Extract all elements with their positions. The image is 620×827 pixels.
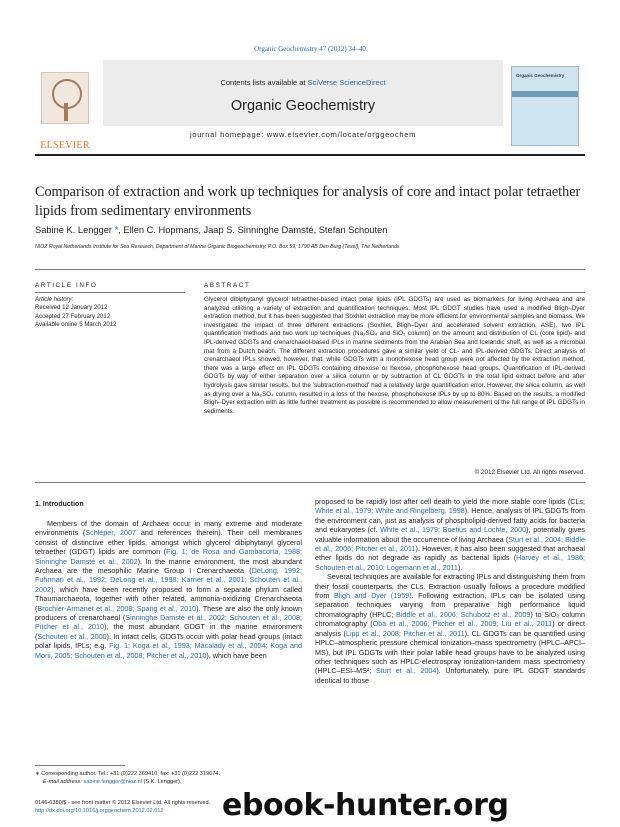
- abstract-text: Glycerol dibiphytanyl glycerol tetraether-based intact polar lipids (IPL GDGTs) are used as biomarkers for living Archaea and are analyzed utilizing a variety of extraction and quantification techniques. Most IPL GDGT studies have used a modified Bligh–Dyer extraction method, but it has been suggested that Soxhlet extraction may be more efficient for environmental samples and biomass. We investigated the impact of three different extractions (Soxhlet, Bligh–Dyer and accelerated solvent extraction, ASE), two IPL quantification methods and two work up techniques (Na₂SO₄ and SiO₂ column) on the amount and distribution of CL (core lipid)- and IPL-derived GDGTs and crenarchaeol-based IPLs in marine sediments from the Arabian Sea and Icelandic shelf, as well as a microbial mat from a Dutch beach. The different extraction procedures gave a similar yield of CL- and IPL-derived GDGTs. Direct analysis of crenarchaeol IPLs showed, however, that, while GDGTs with a monohexose head group were not affected by the extraction method, there was a large effect on IPL GDGTs containing dihexose or hexose, phosphohexose head groups. Quantification of IPL-derived GDGTs by way of either separation over a silica column or by subtraction of CL GDGTs in the total lipid extract before and after hydrolysis gave similar results, but the 'subtraction-method' had a relatively large quantification error. However, the silica column, as well as drying over a Na₂SO₄ column, resulted in a loss of the hexose, phosphohexose IPLs by up to 80%. Based on the results, a modified Bligh–Dyer extraction with as little further treatment as possible is recommended to allow measurement of the full range of IPL GDGTs in sediments.: [204, 296, 585, 415]
- intro-text: ). In intact cells, GDGTs occur with polar head groups (intact polar lipids, IPLs; e.g.: [35, 631, 302, 651]
- intro-paragraph: [35, 519, 302, 660]
- email-link[interactable]: sabine.lengger@nioz.nl: [83, 779, 142, 785]
- contents-line: [103, 78, 503, 87]
- article-info-heading: ARTICLE INFO: [35, 282, 98, 289]
- contents-prefix: Contents lists available at: [220, 78, 308, 87]
- introduction-right-column: [315, 497, 585, 685]
- introduction-left-column: [35, 519, 302, 660]
- corresponding-author-mark[interactable]: *: [112, 225, 119, 235]
- footnote-rule: [35, 765, 125, 766]
- abstract-copyright: © 2012 Elsevier Ltd. All rights reserved.: [474, 469, 585, 476]
- intro-text: ). In the marine environment, the most abundant Archaea are the mesophilic Marine Group I Crenarchaeota (: [35, 556, 303, 576]
- citation-link[interactable]: Bligh and Dyer (1959): [333, 591, 412, 601]
- intro-text: . Following extraction, IPLs can be isolated using separation techniques varying from preparative high performance liquid chromatography (HPLC;: [315, 591, 586, 619]
- citation-link[interactable]: Fig. 1; Koga et al., 1993; Macalady et al., 2004; Koga and Morii, 2005; Schouten et al., 2008; Pitcher et al., 2010: [35, 641, 303, 660]
- journal-cover-image: [511, 66, 579, 146]
- intro-text: ). These are also the only known producers of crenarchaeol (: [35, 603, 302, 623]
- intro-text: ). However, it has also been suggested that archaeal ether lipids do not degrade as rapidly as bacterial lipids (: [315, 544, 585, 563]
- introduction-heading: 1. Introduction: [35, 501, 84, 508]
- intro-text: ). Unfortunately, pure IPL GDGT standards identical to those: [315, 666, 585, 685]
- doi-link[interactable]: http://dx.doi.org/10.1016/j.orggeochem.2012.02.012: [35, 808, 164, 814]
- intro-text: ), potentially gives valuable information about the occurrence of living Archaea (: [315, 525, 586, 544]
- intro-text: Several techniques are available for extracting IPLs and distinguishing them from their fossil counterparts, the CLs. Extraction usually follows a procedure modified from: [315, 572, 585, 601]
- intro-text: ) or direct analysis (: [315, 619, 586, 638]
- intro-text: and references therein). Their cell membranes consist of distinctive ether lipids, amongst which glycerol dibiphytanyl glycerol tetraether (GDGT) lipids are common (: [35, 528, 302, 557]
- abstract-rule: [204, 292, 585, 293]
- citation-link[interactable]: Oba et al., 2006; Pitcher et al., 2009; Liu et al., 2011: [372, 619, 553, 629]
- citation-link[interactable]: White et al., 1979; Boetius and Lochte, 2000: [380, 525, 527, 535]
- author-list: [35, 225, 585, 235]
- citation-link[interactable]: Fig. 1; de Rosa and Gambacorta, 1988; Sinninghe Damsté et al., 2002: [35, 547, 302, 566]
- intro-text: ).: [457, 562, 463, 572]
- footnote-mark: ∗: [35, 771, 40, 777]
- citation-link[interactable]: Lipp et al., 2008; Pitcher et al., 2011: [345, 628, 465, 638]
- intro-text: proposed to be rapidly lost after cell death to yield the more stable core lipids (CLs;: [315, 497, 585, 506]
- email-label: E-mail address:: [43, 779, 84, 785]
- online-date: Available online 5 March 2012: [35, 320, 117, 328]
- article-title: Comparison of extraction and work up techniques for analysis of core and intact polar tetraether lipids from sedimentary environments: [35, 184, 581, 219]
- citation-link[interactable]: Sinninghe Damsté et al., 2002; Schouten et al., 2008; Pitcher et al., 2010: [35, 613, 302, 632]
- intro-text: ), the most abundant GDGT in the marine environment (: [35, 622, 302, 641]
- citation-link[interactable]: Sturt et al., 2004; Biddle et al., 2006; Pitcher et al., 2011: [315, 534, 586, 554]
- contents-box: [103, 60, 503, 126]
- journal-name: Organic Geochemistry: [230, 98, 376, 114]
- accepted-date: Accepted 27 February 2012: [35, 312, 111, 320]
- cover-title: Organic Geochemistry: [516, 73, 565, 78]
- history-label: Article history:: [35, 296, 74, 303]
- authors-rest: , Ellen C. Hopmans, Jaap S. Sinninghe Damsté, Stefan Schouten: [118, 225, 388, 235]
- article-history: [35, 296, 185, 329]
- article-info-rule: [35, 292, 185, 293]
- citation-link[interactable]: Biddle et al., 2006; Schubotz et al., 2009: [396, 609, 531, 619]
- citation-link[interactable]: White et al., 1979; White and Ringelberg, 1998: [315, 506, 465, 516]
- intro-text: ) to SiO₂ column chromatography (: [315, 609, 585, 629]
- intro-text: ). Hence, analysis of IPL GDGTs from the environment can, just as analysis of phospholipid-derived fatty acids for bacteria and eukaryotes (cf.: [315, 506, 585, 535]
- citation-link[interactable]: Harvey et al., 1986; Schouten et al., 2010; Logemann et al., 2011: [315, 553, 586, 572]
- received-date: Received 12 January 2012: [35, 304, 108, 312]
- footnote-contact: Corresponding author. Tel.: +31 (0)222 369410; fax: +31 (0)222 319674.: [39, 771, 220, 777]
- corresponding-author-footnote: [35, 770, 315, 786]
- citation-link[interactable]: DeLong, 1992; Fuhrman et al., 1992; DeLong et al., 1998; Karner et al., 2001; Schouten et al., 2002: [35, 566, 302, 594]
- citation-link[interactable]: Schouten et al., 2000: [37, 631, 107, 641]
- header-rule: [35, 154, 585, 156]
- intro-paragraph: [315, 572, 585, 685]
- cover-band: [512, 91, 578, 97]
- issn-line: 0146-6380/$ - see front matter © 2012 Elsevier Ltd. All rights reserved.: [35, 800, 211, 806]
- intro-text: Members of the domain of Archaea occur in many extreme and moderate environments (: [35, 519, 302, 538]
- elsevier-logo: [35, 72, 95, 151]
- section-rule: [35, 269, 585, 270]
- citation-link[interactable]: Brochier-Armanet et al., 2008; Spang et al., 2010: [37, 603, 197, 613]
- sciencedirect-link[interactable]: SciVerse ScienceDirect: [307, 78, 386, 87]
- journal-homepage-link[interactable]: journal homepage: www.elsevier.com/locate/orggeochem: [189, 130, 417, 139]
- citation-link[interactable]: Sturt et al., 2004: [375, 666, 437, 676]
- intro-text: ). CL GDGTs can be quantified using HPLC–atmospheric pressure chemical ionization–mass spectrometry (HPLC–APCI–MS), but IPL GDGTs with their polar labile head groups have to be analyzed using other techniques such as HPLC-electrospray ionization-tandem mass spectrometry (HPLC–ESI–MS²;: [315, 628, 586, 676]
- abstract-bottom-rule: [35, 482, 585, 483]
- watermark-text: ebook-hunter.org: [222, 788, 509, 823]
- affiliation: NIOZ Royal Netherlands Institute for Sea Research, Department of Marine Organic Biogeochemistry, P.O. Box 59, 1790 AB Den Burg (Texel), The Netherlands: [35, 244, 400, 250]
- email-suffix: (S.K. Lengger).: [141, 779, 182, 785]
- elsevier-tree-icon: [41, 72, 89, 124]
- abstract-heading: ABSTRACT: [204, 282, 251, 289]
- elsevier-logo-text: ELSEVIER: [40, 140, 90, 151]
- intro-text: ), which have been: [206, 650, 267, 660]
- author-1: Sabine K. Lengger: [35, 225, 113, 235]
- intro-paragraph: [315, 497, 585, 572]
- running-head[interactable]: Organic Geochemistry 47 (2012) 34–40: [254, 45, 366, 53]
- journal-banner: [35, 60, 585, 151]
- citation-link[interactable]: Schleper, 2007: [85, 528, 137, 538]
- intro-text: ), which have been recently proposed to form a separate phylum called Thaumarchaeota, together with other related, ammonia-oxidizing Crenarchaeota (: [35, 584, 302, 613]
